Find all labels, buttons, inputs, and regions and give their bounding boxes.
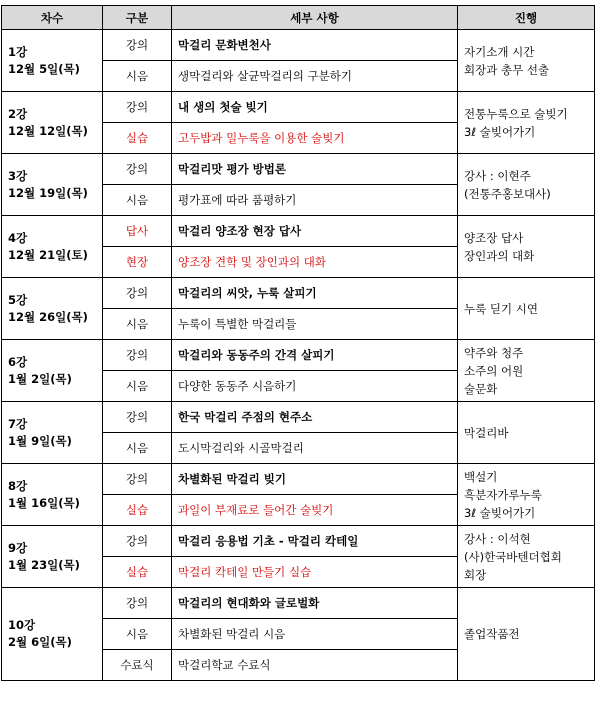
detail-cell: 막걸리 양조장 현장 답사 bbox=[172, 216, 458, 247]
session-cell bbox=[2, 526, 103, 588]
table-row bbox=[2, 588, 595, 619]
detail-cell: 내 생의 첫술 빚기 bbox=[172, 92, 458, 123]
session-number: 1강 bbox=[8, 44, 28, 59]
header-session: 차수 bbox=[2, 6, 103, 30]
progress-cell bbox=[458, 464, 595, 526]
progress-cell bbox=[458, 526, 595, 588]
progress-cell bbox=[458, 30, 595, 92]
progress-line: 자기소개 시간 bbox=[464, 44, 535, 59]
type-cell: 시음 bbox=[103, 619, 172, 650]
type-cell: 강의 bbox=[103, 30, 172, 61]
type-cell: 시음 bbox=[103, 61, 172, 92]
detail-cell: 한국 막걸리 주점의 현주소 bbox=[172, 402, 458, 433]
type-cell: 강의 bbox=[103, 278, 172, 309]
session-date: 1월 23일(목) bbox=[8, 557, 80, 572]
detail-cell: 과일이 부재료로 들어간 술빚기 bbox=[172, 495, 458, 526]
progress-line: (전통주홍보대사) bbox=[464, 186, 551, 201]
progress-line: 양조장 답사 bbox=[464, 230, 524, 245]
progress-line: 3ℓ 술빚어가기 bbox=[464, 505, 536, 520]
progress-line: 장인과의 대화 bbox=[464, 248, 535, 263]
session-number: 7강 bbox=[8, 416, 28, 431]
table-row bbox=[2, 464, 595, 495]
progress-cell bbox=[458, 154, 595, 216]
table-row bbox=[2, 92, 595, 123]
detail-cell: 생막걸리와 살균막걸리의 구분하기 bbox=[172, 61, 458, 92]
progress-line: 3ℓ 술빚어가기 bbox=[464, 124, 536, 139]
type-cell: 강의 bbox=[103, 92, 172, 123]
session-date: 12월 21일(토) bbox=[8, 247, 88, 262]
progress-line: 막걸리바 bbox=[464, 425, 509, 440]
progress-line: 강사 : 이현주 bbox=[464, 168, 531, 183]
detail-cell: 막걸리학교 수료식 bbox=[172, 650, 458, 681]
session-cell bbox=[2, 340, 103, 402]
detail-cell: 막걸리의 현대화와 글로벌화 bbox=[172, 588, 458, 619]
type-cell: 강의 bbox=[103, 402, 172, 433]
session-cell bbox=[2, 588, 103, 681]
session-date: 1월 2일(목) bbox=[8, 371, 72, 386]
type-cell: 강의 bbox=[103, 340, 172, 371]
type-cell: 답사 bbox=[103, 216, 172, 247]
session-number: 3강 bbox=[8, 168, 28, 183]
session-date: 12월 12일(목) bbox=[8, 123, 88, 138]
progress-cell bbox=[458, 216, 595, 278]
schedule-table bbox=[1, 5, 595, 681]
progress-cell bbox=[458, 278, 595, 340]
type-cell: 강의 bbox=[103, 464, 172, 495]
session-cell bbox=[2, 92, 103, 154]
detail-cell: 막걸리맛 평가 방법론 bbox=[172, 154, 458, 185]
progress-line: (사)한국바텐더협회 bbox=[464, 549, 562, 564]
progress-line: 소주의 어원 bbox=[464, 363, 524, 378]
table-row bbox=[2, 402, 595, 433]
detail-cell: 막걸리와 동동주의 간격 살피기 bbox=[172, 340, 458, 371]
table-row bbox=[2, 30, 595, 61]
detail-cell: 누룩이 특별한 막걸리들 bbox=[172, 309, 458, 340]
detail-cell: 도시막걸리와 시골막걸리 bbox=[172, 433, 458, 464]
table-row bbox=[2, 526, 595, 557]
progress-line: 술문화 bbox=[464, 381, 498, 396]
session-cell bbox=[2, 278, 103, 340]
session-date: 12월 26일(목) bbox=[8, 309, 88, 324]
progress-line: 회장 bbox=[464, 567, 487, 582]
detail-cell: 양조장 견학 및 장인과의 대화 bbox=[172, 247, 458, 278]
session-cell bbox=[2, 402, 103, 464]
detail-cell: 차별화된 막걸리 빚기 bbox=[172, 464, 458, 495]
table-row bbox=[2, 154, 595, 185]
progress-cell bbox=[458, 588, 595, 681]
session-number: 6강 bbox=[8, 354, 28, 369]
header-detail: 세부 사항 bbox=[172, 6, 458, 30]
progress-cell bbox=[458, 92, 595, 154]
session-date: 12월 5일(목) bbox=[8, 61, 80, 76]
type-cell: 실습 bbox=[103, 123, 172, 154]
progress-cell bbox=[458, 402, 595, 464]
table-row bbox=[2, 278, 595, 309]
type-cell: 강의 bbox=[103, 588, 172, 619]
type-cell: 시음 bbox=[103, 433, 172, 464]
progress-line: 회장과 총무 선출 bbox=[464, 62, 550, 77]
session-date: 1월 16일(목) bbox=[8, 495, 80, 510]
header-progress: 진행 bbox=[458, 6, 595, 30]
progress-line: 누룩 딛기 시연 bbox=[464, 301, 538, 316]
detail-cell: 막걸리 문화변천사 bbox=[172, 30, 458, 61]
progress-cell bbox=[458, 340, 595, 402]
detail-cell: 다양한 동동주 시음하기 bbox=[172, 371, 458, 402]
session-cell bbox=[2, 216, 103, 278]
detail-cell: 막걸리의 씨앗, 누룩 살피기 bbox=[172, 278, 458, 309]
type-cell: 시음 bbox=[103, 185, 172, 216]
progress-line: 졸업작품전 bbox=[464, 627, 520, 641]
type-cell: 실습 bbox=[103, 495, 172, 526]
type-cell: 강의 bbox=[103, 526, 172, 557]
progress-line: 전통누룩으로 술빚기 bbox=[464, 106, 568, 121]
session-number: 5강 bbox=[8, 292, 28, 307]
progress-line: 흑분자가루누룩 bbox=[464, 487, 542, 502]
session-number: 2강 bbox=[8, 106, 28, 121]
type-cell: 실습 bbox=[103, 557, 172, 588]
session-date: 1월 9일(목) bbox=[8, 433, 72, 448]
session-date: 2월 6일(목) bbox=[8, 635, 72, 649]
session-number: 8강 bbox=[8, 478, 28, 493]
detail-cell: 고두밥과 밀누룩을 이용한 술빚기 bbox=[172, 123, 458, 154]
type-cell: 수료식 bbox=[103, 650, 172, 681]
progress-line: 강사 : 이석현 bbox=[464, 531, 531, 546]
session-cell bbox=[2, 30, 103, 92]
session-number: 9강 bbox=[8, 540, 28, 555]
session-date: 12월 19일(목) bbox=[8, 185, 88, 200]
type-cell: 현장 bbox=[103, 247, 172, 278]
table-row bbox=[2, 216, 595, 247]
detail-cell: 평가표에 따라 품평하기 bbox=[172, 185, 458, 216]
progress-line: 백설기 bbox=[464, 469, 498, 484]
detail-cell: 차별화된 막걸리 시음 bbox=[172, 619, 458, 650]
detail-cell: 막걸리 응용법 기초 - 막걸리 칵테일 bbox=[172, 526, 458, 557]
progress-line: 약주와 청주 bbox=[464, 345, 524, 360]
header-type: 구분 bbox=[103, 6, 172, 30]
table-row bbox=[2, 340, 595, 371]
detail-cell: 막걸리 칵테일 만들기 실습 bbox=[172, 557, 458, 588]
session-cell bbox=[2, 154, 103, 216]
session-cell bbox=[2, 464, 103, 526]
type-cell: 강의 bbox=[103, 154, 172, 185]
type-cell: 시음 bbox=[103, 371, 172, 402]
type-cell: 시음 bbox=[103, 309, 172, 340]
session-number: 4강 bbox=[8, 230, 28, 245]
session-number: 10강 bbox=[8, 618, 36, 632]
